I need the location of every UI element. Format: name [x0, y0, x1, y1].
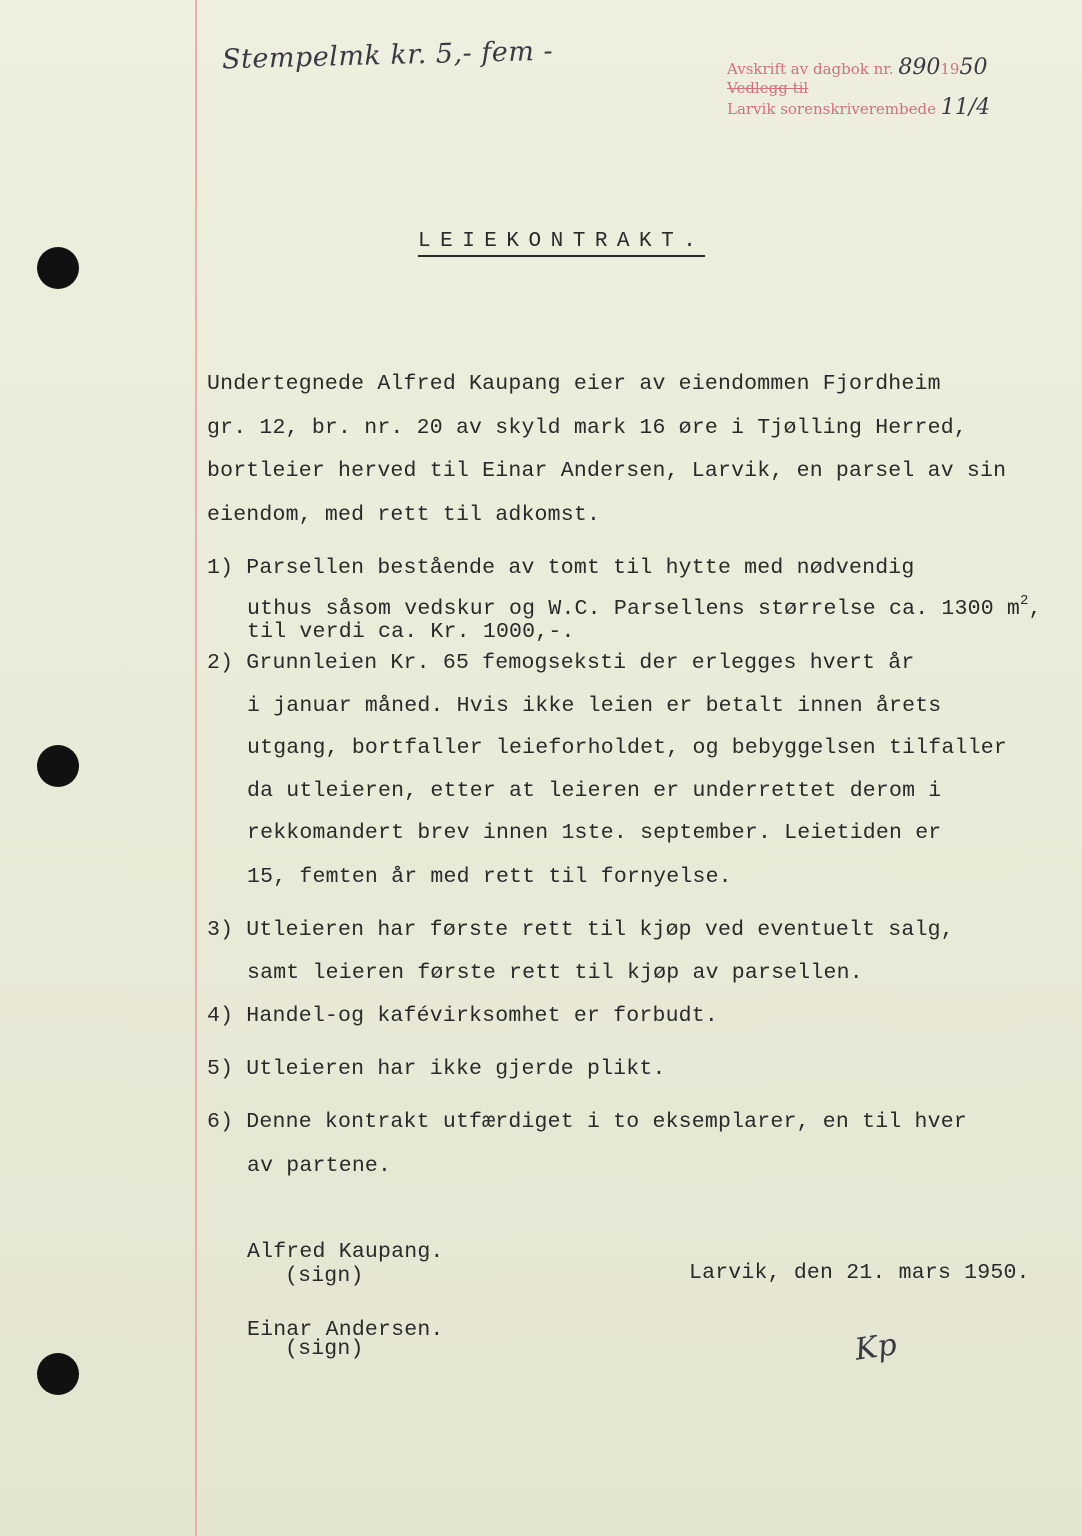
clause-5-line: 5) Utleieren har ikke gjerde plikt.: [207, 1057, 666, 1081]
stamp-date-hand: 11/4: [940, 95, 991, 120]
stamp-line1-label: Avskrift av: [727, 60, 809, 78]
initials-signature: Kp: [852, 1327, 899, 1368]
stamp-line2: Vedlegg til: [727, 79, 809, 97]
handwritten-stamp-duty-note: Stempelmk kr. 5,- fem -: [221, 35, 554, 76]
place-date: Larvik, den 21. mars 1950.: [689, 1261, 1030, 1285]
stamp-year-hand: 50: [959, 55, 988, 80]
intro-line: bortleier herved til Einar Andersen, Larvik, en parsel av sin: [207, 459, 1007, 483]
party1-sign: (sign): [285, 1264, 364, 1288]
party2-sign: (sign): [285, 1337, 364, 1361]
clause-6-line: 6) Denne kontrakt utfærdiget i to eksemplarer, en til hver: [207, 1110, 967, 1134]
clause-3-line: 3) Utleieren har første rett til kjøp ved eventuelt salg,: [207, 918, 954, 942]
registry-stamp: [727, 55, 991, 120]
party2-name: Einar Andersen.: [247, 1318, 444, 1342]
stamp-dagbok-label: dagbok nr.: [813, 60, 894, 78]
margin-rule: [195, 0, 197, 1536]
stamp-dagbok-number: 890: [898, 55, 941, 80]
document-title: LEIEKONTRAKT.: [418, 230, 705, 257]
clause-2-line: rekkomandert brev innen 1ste. september. Leietiden er: [247, 821, 942, 845]
clause-1-text: uthus såsom vedskur og W.C. Parsellens størrelse ca. 1300 m: [247, 597, 1021, 621]
superscript-2: 2: [1020, 593, 1029, 609]
clause-4-line: 4) Handel-og kafévirksomhet er forbudt.: [207, 1004, 718, 1028]
clause-2-line: 2) Grunnleien Kr. 65 femogseksti der erlegges hvert år: [207, 651, 915, 675]
stamp-year-print: 19: [940, 60, 960, 78]
clause-6-line: av partene.: [247, 1154, 392, 1178]
punch-hole: [37, 745, 79, 787]
clause-1-line: til verdi ca. Kr. 1000,-.: [247, 620, 575, 644]
party1-name: Alfred Kaupang.: [247, 1240, 444, 1264]
clause-1-comma: ,: [1028, 597, 1042, 621]
clause-2-line: 15, femten år med rett til fornyelse.: [247, 865, 732, 889]
intro-line: gr. 12, br. nr. 20 av skyld mark 16 øre i Tjølling Herred,: [207, 416, 967, 440]
punch-hole: [37, 1353, 79, 1395]
intro-line: Undertegnede Alfred Kaupang eier av eiendommen Fjordheim: [207, 372, 941, 396]
clause-1-line: [247, 593, 1042, 621]
clause-2-line: i januar måned. Hvis ikke leien er betalt innen årets: [247, 694, 942, 718]
clause-2-line: da utleieren, etter at leieren er underrettet derom i: [247, 779, 942, 803]
clause-2-line: utgang, bortfaller leieforholdet, og bebyggelsen tilfaller: [247, 736, 1007, 760]
clause-3-line: samt leieren første rett til kjøp av parsellen.: [247, 961, 863, 985]
intro-line: eiendom, med rett til adkomst.: [207, 503, 601, 527]
clause-1-line: 1) Parsellen bestående av tomt til hytte med nødvendig: [207, 556, 915, 580]
punch-hole: [37, 247, 79, 289]
stamp-line3: Larvik sorenskriverembede: [727, 100, 936, 118]
